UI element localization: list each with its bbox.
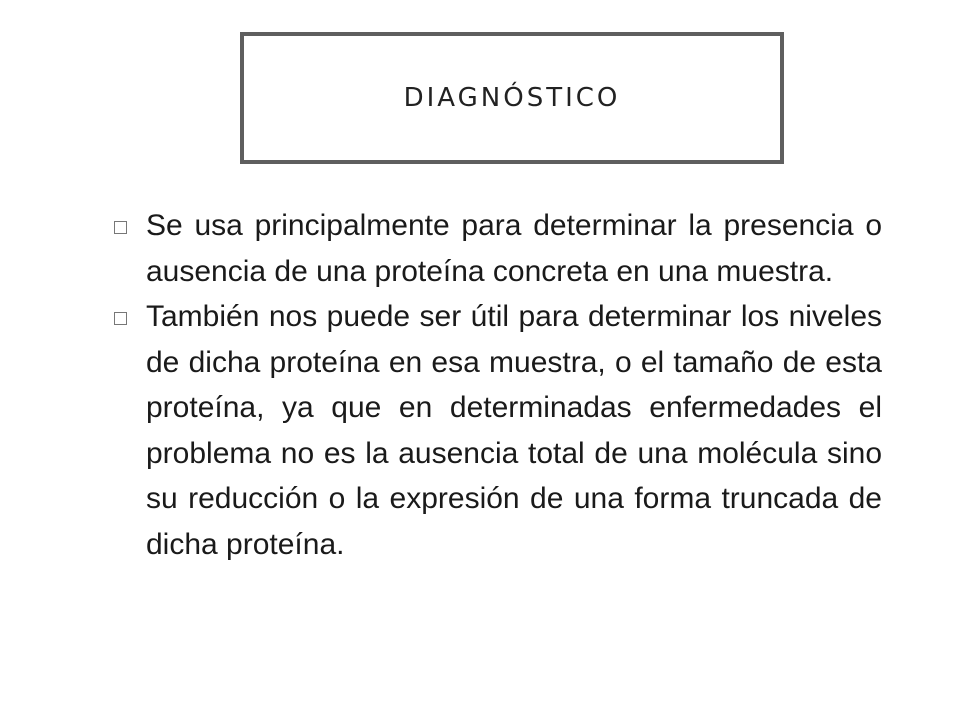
bullet-item: [110, 203, 882, 294]
bullet-text: También nos puede ser útil para determinar los niveles de dicha proteína en esa muestra, o el tamaño de esta proteína, ya que en determinadas enfermedades el problema no es la ausencia total de una molécula sino su reducción o la expresión de una forma truncada de dicha proteína.: [146, 300, 882, 561]
bullet-list: [110, 203, 882, 567]
square-bullet-icon: [114, 312, 127, 325]
slide-title: DIAGNÓSTICO: [403, 83, 621, 113]
bullet-text: Se usa principalmente para determinar la presencia o ausencia de una proteína concreta en una muestra.: [146, 209, 882, 288]
bullet-item: [110, 294, 882, 567]
square-bullet-icon: [114, 221, 127, 234]
title-box: [240, 32, 784, 164]
